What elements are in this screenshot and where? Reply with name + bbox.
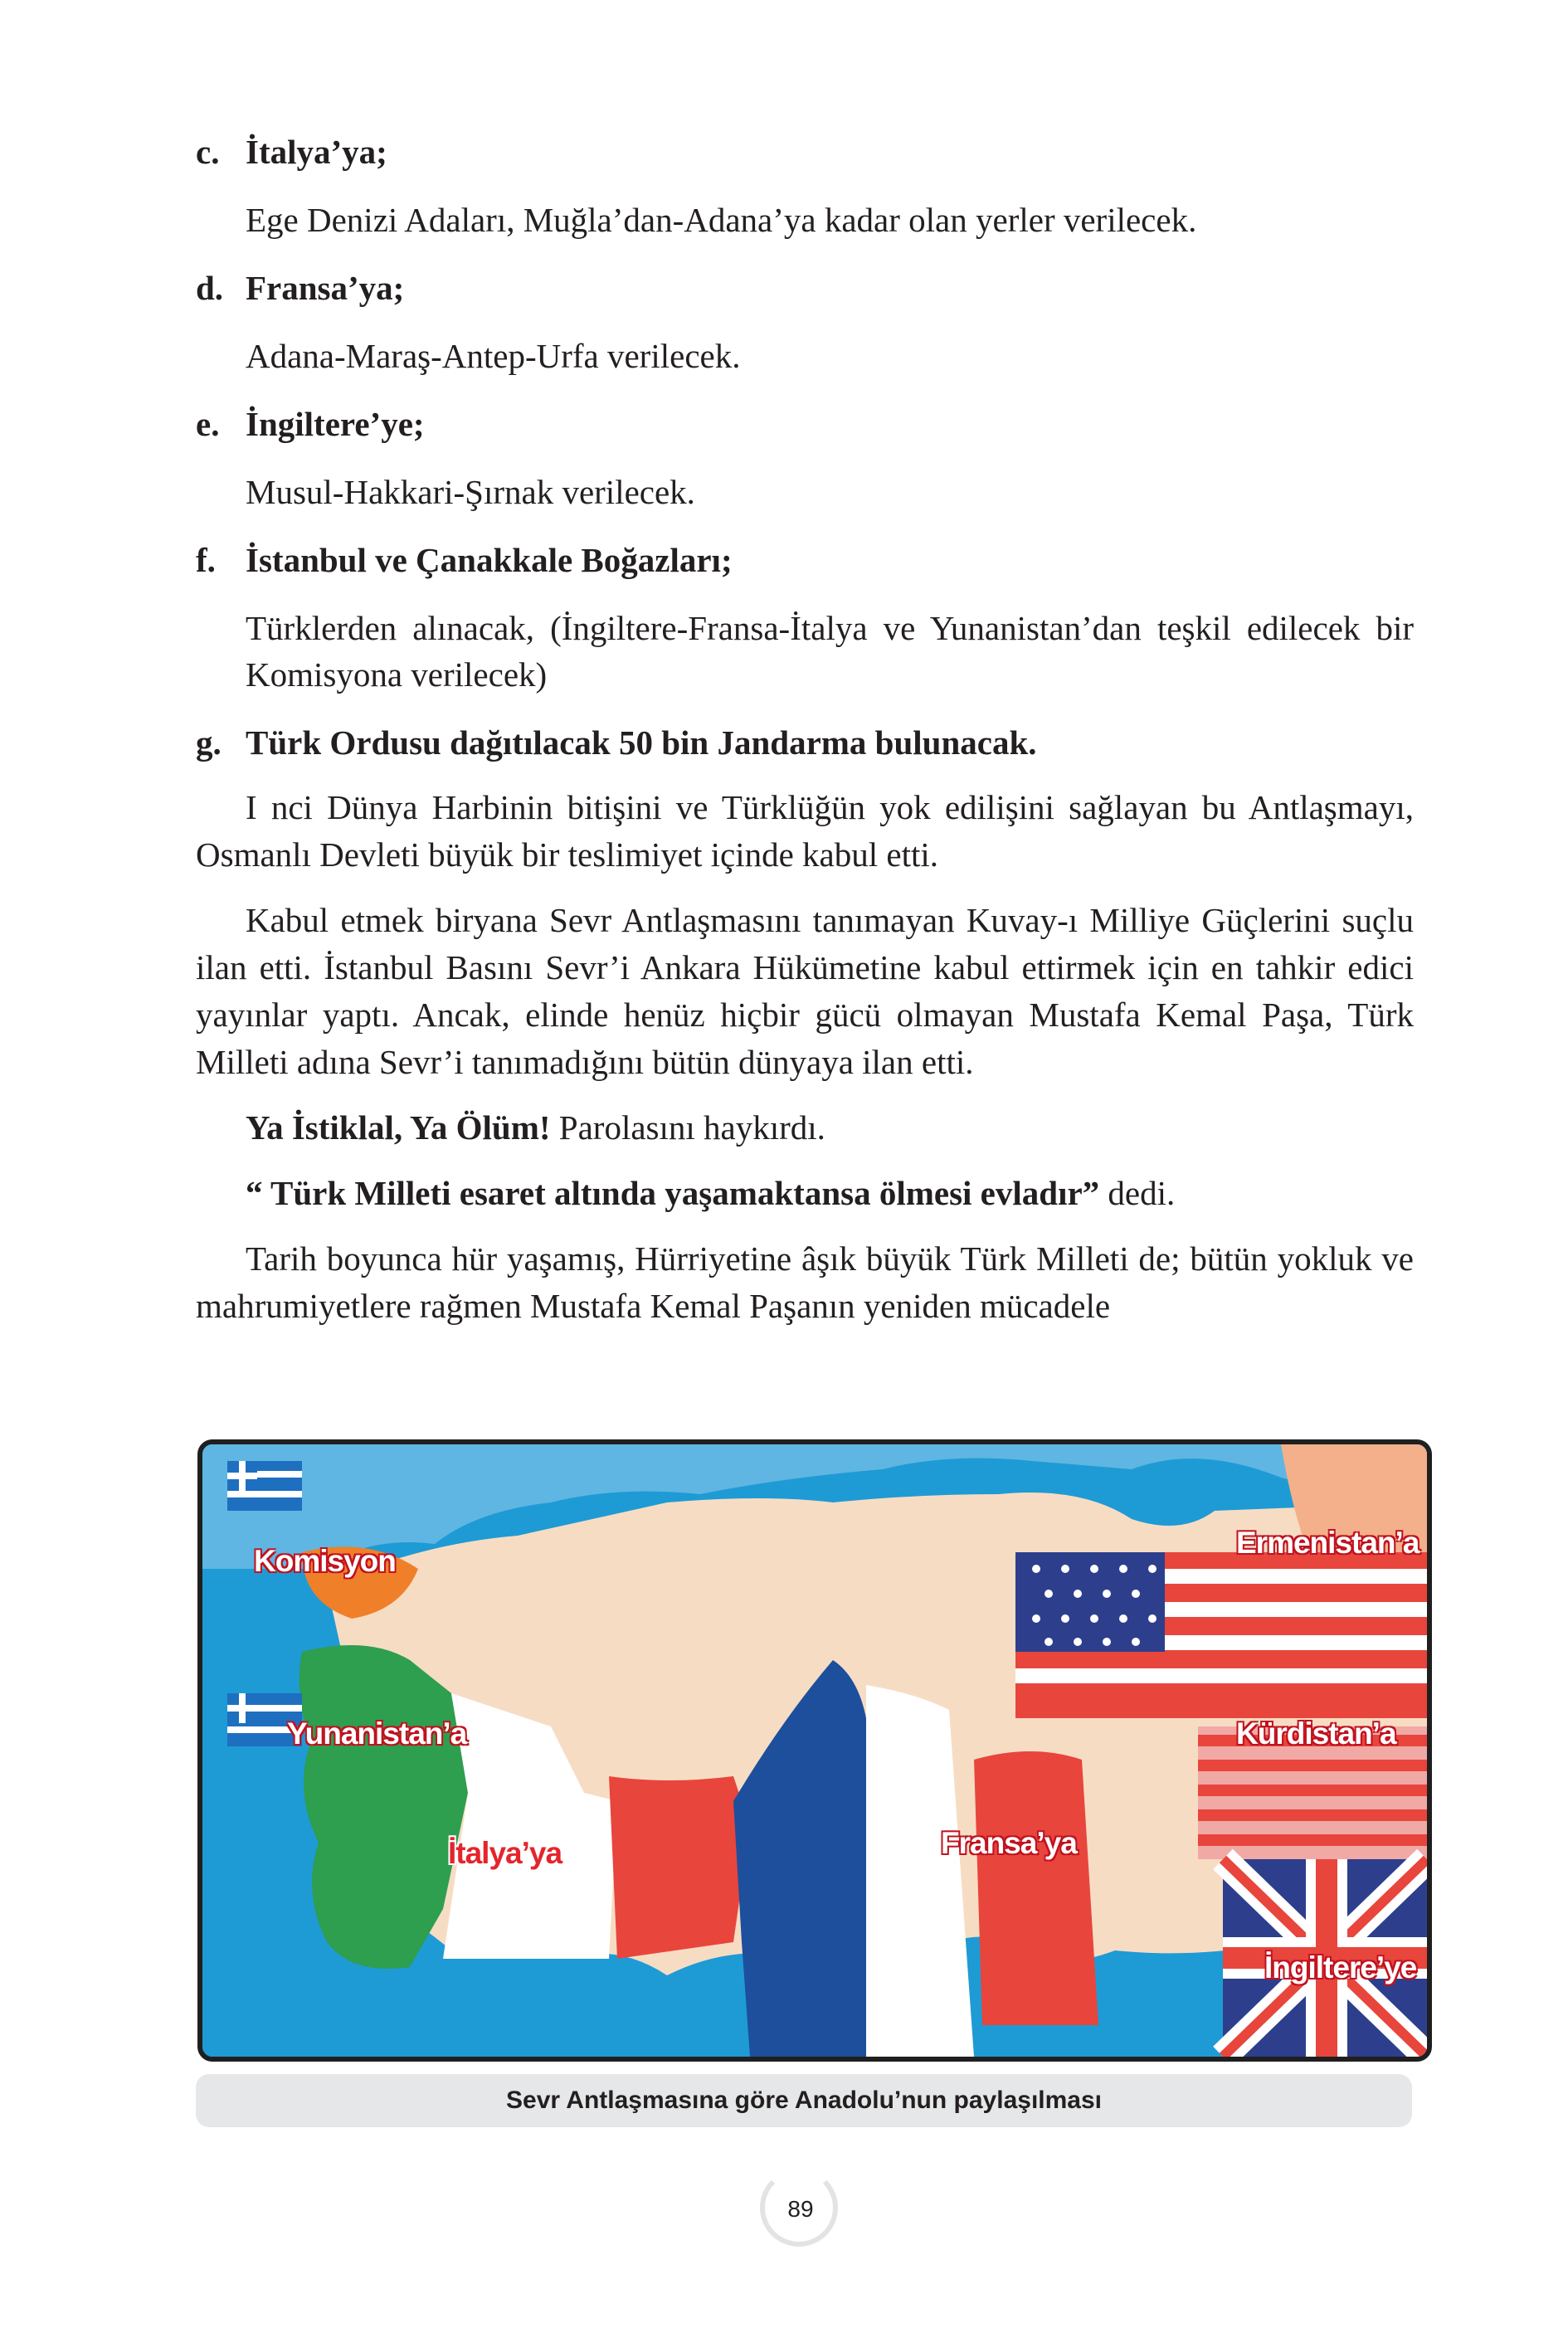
item-body: Türklerden alınacak, (İngiltere-Fransa-İtalya ve Yunanistan’dan teşkil edilecek bir Komisyona verilecek) — [246, 609, 1414, 694]
paragraph-3 — [196, 1104, 1414, 1152]
item-body: Musul-Hakkari-Şırnak verilecek. — [246, 473, 695, 511]
main-text — [196, 129, 1414, 1348]
french-zone-red — [974, 1751, 1098, 2025]
label-komisyon: Komisyon — [254, 1544, 396, 1578]
motto: Ya İstiklal, Ya Ölüm! — [246, 1108, 551, 1147]
list-item-g — [196, 719, 1414, 766]
list-item-c — [196, 129, 1414, 175]
paragraph-2: Kabul etmek biryana Sevr Antlaşmasını tanımayan Kuvay-ı Milliye Güçlerini suçlu ilan etti. İstanbul Basını Sevr’i Ankara Hükümetine kabul ettirmek için en tahkir edici yayınlar yaptı. Ancak, elinde henüz hiçbir gücü olmayan Mustafa Kemal Paşa, Türk Milleti adına Sevr’i tanımadığını bütün dünyaya ilan etti. — [196, 901, 1414, 1081]
item-letter: e. — [196, 405, 220, 443]
label-yunanistan: Yunanistan’a — [287, 1717, 467, 1751]
item-letter: c. — [196, 133, 220, 171]
quote: “ Türk Milleti esaret altında yaşamaktansa ölmesi evladır” — [246, 1174, 1100, 1212]
armenia-zone-flag — [1015, 1552, 1427, 1718]
map-caption: Sevr Antlaşmasına göre Anadolu’nun paylaşılması — [196, 2074, 1412, 2127]
paragraph-5: Tarih boyunca hür yaşamış, Hürriyetine âşık büyük Türk Milleti de; bütün yokluk ve mahrumiyetlere rağmen Mustafa Kemal Paşanın yeniden mücadele — [196, 1239, 1414, 1325]
item-body: Ege Denizi Adaları, Muğla’dan-Adana’ya kadar olan yerler verilecek. — [246, 201, 1197, 239]
item-letter: g. — [196, 723, 222, 762]
page-number: 89 — [765, 2174, 836, 2245]
item-title: İngiltere’ye; — [246, 405, 425, 443]
label-kurdistan: Kürdistan’a — [1236, 1717, 1396, 1751]
paragraph-3-rest: Parolasını haykırdı. — [550, 1108, 825, 1147]
list-item-e — [196, 401, 1414, 447]
paragraph-1: I nci Dünya Harbinin bitişini ve Türklüğün yok edilişini sağlayan bu Antlaşmayı, Osmanlı Devleti büyük bir teslimiyet içinde kabul etti. — [196, 788, 1414, 874]
item-letter: d. — [196, 269, 224, 307]
item-title: Türk Ordusu dağıtılacak 50 bin Jandarma bulunacak. — [246, 723, 1037, 762]
item-title: Fransa’ya; — [246, 269, 405, 307]
item-letter: f. — [196, 541, 216, 579]
paragraph-4 — [196, 1170, 1414, 1217]
label-fransa: Fransa’ya — [941, 1826, 1077, 1860]
item-title: İstanbul ve Çanakkale Boğazları; — [246, 541, 733, 579]
item-body: Adana-Maraş-Antep-Urfa verilecek. — [246, 337, 741, 375]
sevres-map — [197, 1439, 1432, 2062]
label-ermenistan: Ermenistan’a — [1236, 1526, 1419, 1560]
label-ingiltere: İngiltere’ye — [1264, 1950, 1417, 1984]
greece-flag-top — [227, 1461, 302, 1511]
italian-zone-red — [609, 1776, 750, 1959]
label-italya: İtalya’ya — [448, 1836, 562, 1870]
item-title: İtalya’ya; — [246, 133, 387, 171]
list-item-f — [196, 537, 1414, 583]
list-item-d — [196, 265, 1414, 311]
paragraph-4-rest: dedi. — [1099, 1174, 1176, 1212]
